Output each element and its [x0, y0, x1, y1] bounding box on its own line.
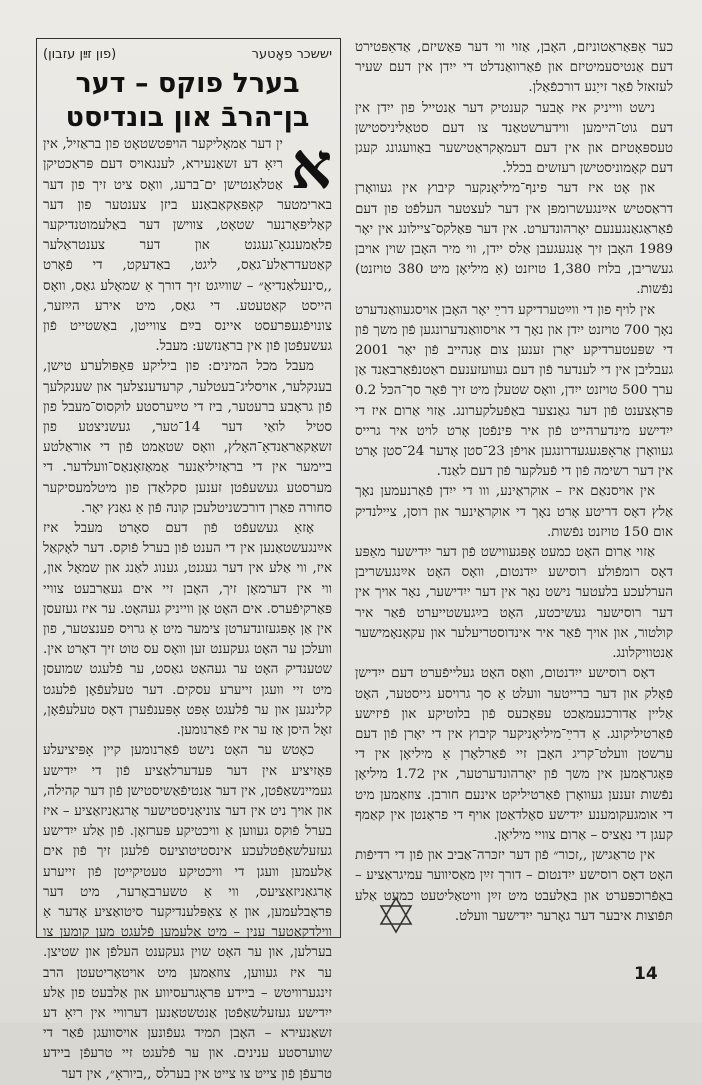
- left-paragraph: כאָטש ער האָט נישט פֿאַרנומען קיין אָפּיציעלע פּאָזיציע אין דער פּעדערלאַציע פֿון די ייִדישע געמיינשאַפֿטן, אין דער אַנטיפֿאַשיסטישן פֿון דער קהילה, און אויך ניט אין דער צוניאָניסטישער אָרגאַניזאַציע – איז בערל פֿוקס געווען אַ וויכטיקע פּערזאָן. פֿון אַלע ייִדישע געזעלשאַפֿטלעכע אינסטיטוציעס פֿלעגן זיך פֿון אים אַלעמען וועגן די וויכטיקע טעטיקייטן פֿון זייערע אָרגאַניזאַציעס, ווי אַ טשערבאָרער, מיט דער פּראָבלעמען, און אַ צאַפּלענדיקער סיטואַציע אָדער אַ ווילדקאַטער ענין – מיט אַלעמען פֿלעגט מען קומען צו בערלען, און ער האָט שוין געקענט העלפֿן און שטיצן. ער איז געווען, צוזאַמען מיט אויטאָריטעטן הרב זינגערוויטש – ביידע פּראָגרעסיווע און אַלבעט פון אַלע ייִדישע געזעלשאַפֿטן אַנטשטאַנען דערוויי אין ריִאָ דע זשאַנעירא – האָבן תמיד געפֿונען אויסוועגן פֿאַר די שווערסטע ענינים. און ער פֿלעגט זיי טרעפֿן ביידע טרעפֿן פֿון צייט צו צייט אין בערלס ,,ביוראָ״, אין דער: [43, 743, 332, 1082]
- left-paragraph: מעבל מכל המינים: פון ביליקע פּאַפּולערע טישן, בענקלער, אויסליג־בעטלער, קרעדענצלעך און שענקלעך פֿון גראָבע ברעטער, ביז די טײַערסטע לוקסוס־מעבל פון סטיל לואַי דער 14־טער, געשניצטע פון זשאַקאַראַנדאַ־האָלץ, וואָס שטאַמט פֿון די אוראַלטע ביימער אין די בראַזיליאַנער אַמאַזאָנאַס־וועלדער. די מערסטע געשעפֿטן זענען סקלאַדן פון מיטלמעסיקער סחורה פאַרן דורכשניטלעכן קונה פֿון אַ גאַנץ יאָר.: [43, 359, 332, 516]
- author-name: יששכר פאָטער: [251, 47, 332, 62]
- page-number: 14: [634, 964, 658, 984]
- right-paragraph: אין אויסנאַם איז – אוקראַינע, ווו די ייִדן פֿאַרנעמען נאָך אַלץ דאָס דריטע אָרט נאָך די אוקראַינער און רוסן, ציילנדיק אום 150 טויזנט נפֿשות.: [355, 484, 673, 540]
- right-paragraph: אין טראַגישן ,,זכור״ פֿון דער יזכּרה־אַביב און פֿון די רדיפֿות האָט דאָס רוסישע ייִדנטום – דורך זײַן מאַסיווער עמיגראַציע – באַפֿרוכפּערט און באַלעבט מיט זײַן וויטאַליטעט כמעט אַלע תּפֿוצות איבער דער גאָרער ייִדישער וועלט.: [355, 848, 673, 924]
- right-paragraph: כער אַפּאַראַטוניזם, האָבן, אַזוי ווי דער פּאַשיזם, אַדאַפּטירט דעם אַנטיסעמיטיזם און פֿאַרוואַנדלט די ייִדן אין דעם שעיר לעזאזל פֿאַר זייַנע דורכפֿאַלן.: [355, 40, 673, 96]
- author-note: (פון זײַן עזבון): [43, 47, 117, 62]
- right-paragraph: און אָט איז דער פינף־מיליאָנקער קיבוץ אין געוואָרן דראַסטיש אײַנגעשרומפּן אין דער לעצטער העלפֿט פון דעם פֿאַראַגאַנגענעם יאָרהונדערט. אין דער פּאַלקס־ציילונג אין יאָר 1989 האָבן זיך אָנגעגעבן אַלס ייִדן, ווי מיר האָבן שוין אויבן געשריבן, בלויז 1,380 טויזנט (אַ מיליאָן מיט 380 טויזנט) נפֿשות.: [355, 181, 674, 298]
- article-title: בערל פוקס – דער בן־הרבֿ און בונדיסט: [65, 68, 310, 134]
- right-paragraph: נישט ווייניק איז אָבער קענטיק דער אַנטייל פון ייִדן אין דעם גוט־היימען ווידערשטאַנד צו דעם סטאַליניסטישן טעספּאָטיזם און אין דעם דעמאָקראַטישער באַוועגונג קעגן דעם קאָמוניסטישן רעזשים בכלל.: [355, 100, 673, 177]
- right-paragraph: אין לויף פון די ווײַטערדיקע דרײַ יאָר האָבן אויסגעוואַנדערט נאָך 700 טויזנט ייִדן און נאָך די אויסוואַנדערונגען פֿון משך פֿון די שפּעטערדיקע יאָרן זענען צום אָנהייב פֿון יאָר 2001 געבליבן אין די לענדער פֿון דעם געוועזענעם ראַטנפֿאַרבאַנד אַן ערך 500 טויזנט ייִדן, וואָס שטעלן מיט זיך פֿאָר סך־הכּל 0.2 פּראָצענט פֿון דער גאַנצער באַפֿעלקערונג. אַזוי אַרום איז די ייִדישע מינדערהייט פֿון איר פּינפֿטן אָרט לויט איר גרייס געוואָרן אַראָפּגעגעדרונגען אויפֿן 23־סטן אָדער 24־סטן אָרט אין דער רשימה פֿון די פֿעלקער פֿון דעם לאַנד.: [355, 302, 674, 480]
- article-box: [36, 38, 341, 1082]
- byline: [43, 45, 332, 65]
- right-paragraph: אַזוי אַרום האָט כמעט אָפּגעווישט פֿון דער ייִדישער מאַפּע דאָס רומפֿולע רוסישע ייִדנטום, וואָס האָט אײַנגעשריבן הערלעכע בלעטער נישט נאָר אין דער ייִדישער, נאָר אויך אין דער רוסישער געשיכטע, האָט בײַגעשטייערט פֿאַר איר קולטור, און אויך פֿאַר איר אינדוסטריעלער און עקאָנאָמישער אַנטוויקלונג.: [355, 545, 673, 662]
- star-of-david-icon: [376, 895, 416, 935]
- drop-cap: א: [290, 129, 332, 205]
- left-paragraph: אָזאַ געשעפֿט פֿון דעם סאָרט מעבל איז אײַנגעשטאַנען אין די הענט פֿון בערל פֿוקס. דער לאָקאַל איז, ווי אַלע אין דער געגנט, גענוג לאַנג און שמאָל און, ווי אין דערמאָן זיך, האָבן זיי אים געאַרבעט צוויי פּאַרקיפֿערס. אים האָט אָן ווייניק געהאָט. ער איז געזעסן אין אַן אָפּגעזונדערטן צימער מיט אַ גרויס פענצטער, פון וועלכן ער האָט געקענט זען וואָס עס טוט זיך דאָרט אין. שטענדיק האָט ער געהאַט גאַסט, ער פֿלעגט שמועסן מיט זיי וועגן זייערע עסקים. דער טעלעפֿאָן פֿלעגט קלינגען און ער פֿלעגט אָפּט אָפּענפֿערן דאָס טעלעפֿאָן, זאָל היסן אַז ער איז פֿאַרנומען.: [43, 521, 332, 739]
- right-paragraph: דאָס רוסישע ייִדנטום, וואָס האָט געלייפֿערט דעם ייִדישן פֿאָלק און דער ברייטער וועלט אַ סך גרויסע גייסטער, האָט אַליין אַדורכגעמאַכט עפּאָכעס פֿון בלוטיקע און פֿיזישע פֿאַרטיליקונג. אַ דרײַ־מיליאָניקער קיבוץ אין די יאָרן פֿון דעם ערשטן וועלט־קריג האָבן זיי פֿאַרלאָרן אַ מיליאָן אין די פּאָגראָמען אין משך פֿון יאָרהונדערטער, אין 1.72 מיליאָן נפֿשות זענען געוואָרן פֿאַרטיליקט אינעם חורבן. צוזאַמען מיט די אומגעקומענע ייִדישע סאָלדאַטן אויף די פראָנטן אין קאַמף קעגן די נאַציס – אַרום צוויי מיליאָן.: [355, 666, 673, 843]
- left-paragraph: ין דער אַמאָליקער הויפּטשטאָט פון בראַזיל, אין ריִאָ דע זשאַנעירא, לענגאויס דעם פּראַכטיקן אַטלאַנטישן ים־ברעג, וואָס ציט זיך פון דער בארימטער קאָפּאַקאַבאַנע ביזן צענטער פון דער קאַליפּאָרנער שטאָט, צווישן דער באַלעמוטנדיקער פלאַמענגאָ־געגנט און דער צענטראַלער קאַטעדראַלע־גאַס, ליגט, באַדעקט, די פֿאָרט ,,סינעלאַנדיאַ״ – שווײַגט זיך דורך אַ שמאָלע גאַס, וואָס הייסט קאַטעטע. די גאַס, מיט אירע הײַזער, צונויפֿגעפּרעסט איינס בײַם צווייטן, באַשטייט פֿון געשעפֿטן פֿון אין בראַנזשע: מעבל.: [43, 137, 332, 355]
- text-column-right: [355, 38, 673, 927]
